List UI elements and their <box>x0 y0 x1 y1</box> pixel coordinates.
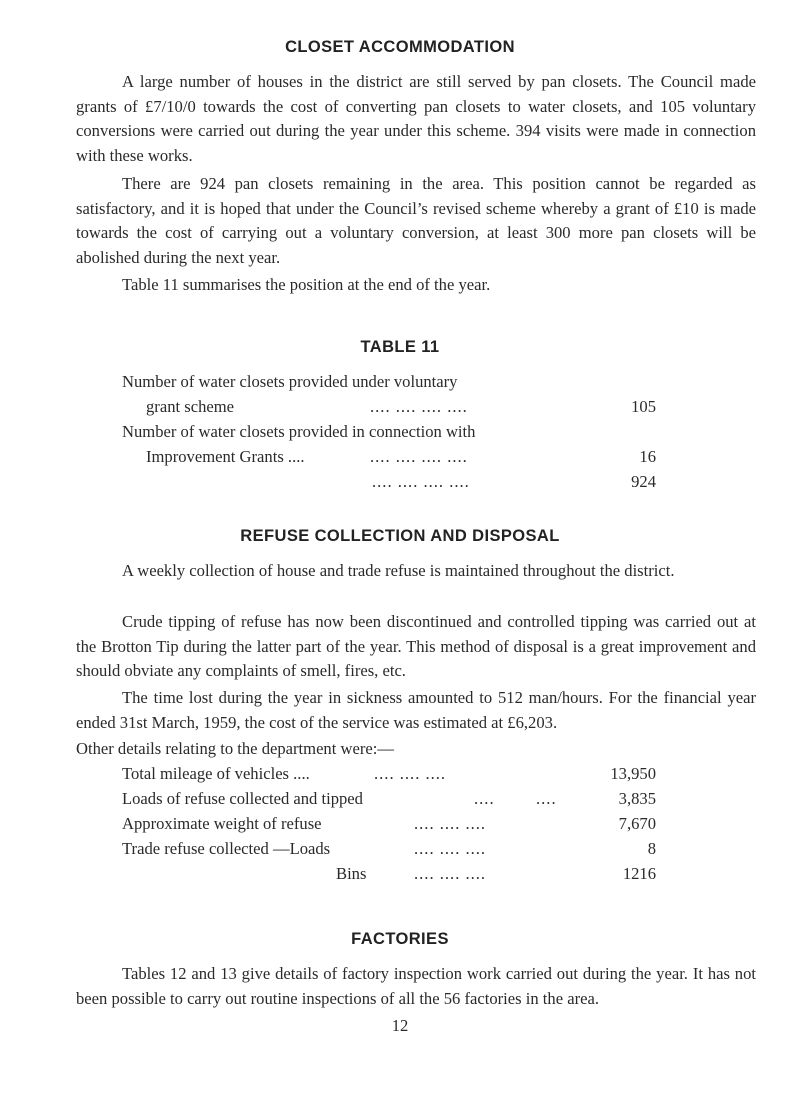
closet-heading: CLOSET ACCOMMODATION <box>285 38 515 56</box>
closet-paragraph-3: Table 11 summarises the position at the end of the year. <box>122 275 491 294</box>
closet-paragraph-2: There are 924 pan closets remaining in the area. This position cannot be regarded as satisfactory, and it is hoped that under the Council’s revised scheme whereby a grant of £10 is made towards the cost of carrying out a voluntary conversion, at least 300 more pan closets will be abolished during the next year. <box>76 174 756 267</box>
factories-heading: FACTORIES <box>351 930 449 948</box>
dot-leader: .... .... .... .... <box>370 397 468 416</box>
table-row-value: 16 <box>639 447 656 466</box>
detail-value: 3,835 <box>618 789 656 808</box>
table-row-value: 105 <box>631 397 656 416</box>
table-row-label: Improvement Grants .... <box>146 447 305 466</box>
detail-label: Total mileage of vehicles .... <box>122 764 310 783</box>
dot-leader: .... .... .... .... <box>372 472 470 491</box>
dot-leader: .... <box>536 789 557 808</box>
refuse-heading: REFUSE COLLECTION AND DISPOSAL <box>240 527 560 545</box>
table-11-heading: TABLE 11 <box>360 338 440 356</box>
detail-label: Approximate weight of refuse <box>122 814 322 833</box>
refuse-paragraph-1: A weekly collection of house and trade refuse is maintained throughout the district. <box>122 561 675 580</box>
refuse-paragraph-4: Other details relating to the department were:— <box>76 739 394 758</box>
dot-leader: .... .... .... <box>414 864 487 883</box>
detail-label: Bins <box>336 864 367 883</box>
dot-leader: .... .... .... <box>374 764 447 783</box>
refuse-paragraph-2: Crude tipping of refuse has now been discontinued and controlled tipping was carried out at the Brotton Tip during the latter part of the year. This method of disposal is a great improvement and should obviate any complaints of smell, fires, etc. <box>76 612 756 680</box>
table-row-label: Number of water closets provided under voluntary <box>122 372 458 391</box>
dot-leader: .... .... .... <box>414 814 487 833</box>
table-row-label: grant scheme <box>146 397 235 416</box>
detail-value: 1216 <box>622 864 656 883</box>
page-number: 12 <box>391 1016 409 1035</box>
factories-paragraph-1: Tables 12 and 13 give details of factory inspection work carried out during the year. It has not been possible to carry out routine inspections of all the 56 factories in the area. <box>76 964 756 1008</box>
table-row-value: 924 <box>631 472 656 491</box>
refuse-paragraph-3: The time lost during the year in sickness amounted to 512 man/hours. For the financial year ended 31st March, 1959, the cost of the service was estimated at £6,203. <box>76 688 756 732</box>
dot-leader: .... .... .... .... <box>370 447 468 466</box>
table-row-label: Number of water closets provided in connection with <box>122 422 476 441</box>
detail-value: 7,670 <box>618 814 656 833</box>
dot-leader: .... .... .... <box>414 839 487 858</box>
closet-paragraph-1: A large number of houses in the district are still served by pan closets. The Council made grants of £7/10/0 towards the cost of converting pan closets to water closets, and 105 voluntary conversions were carried out during the year under this scheme. 394 visits were made in connection with these works. <box>76 72 756 165</box>
detail-value: 8 <box>647 839 656 858</box>
detail-label: Trade refuse collected —Loads <box>122 839 331 858</box>
dot-leader: .... <box>474 789 495 808</box>
detail-label: Loads of refuse collected and tipped <box>122 789 363 808</box>
detail-value: 13,950 <box>610 764 656 783</box>
